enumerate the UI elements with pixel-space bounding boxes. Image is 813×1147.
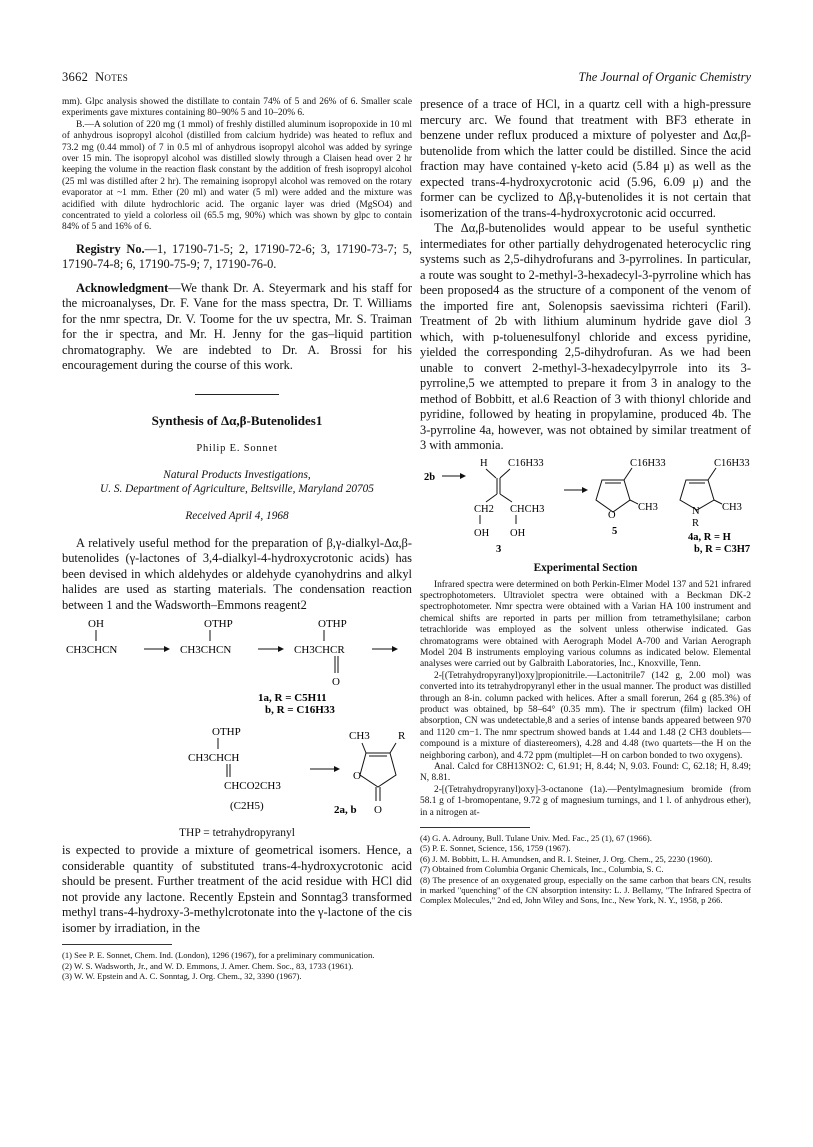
label-2ab: 2a, b: [334, 804, 357, 817]
label-4b: b, R = C3H7: [694, 543, 751, 554]
s2-right-bond: [500, 494, 512, 502]
affiliation-line-2: U. S. Department of Agriculture, Beltsville, Maryland 20705: [100, 482, 374, 495]
s4-sub1: CHCO2CH3: [224, 780, 281, 793]
experimental-paragraph-3: Anal. Calcd for C8H13NO2: C, 61.91; H, 8.44; N, 9.03. Found: C, 62.18; H, 8.49; N, 8.81.: [420, 762, 751, 784]
s2-c16-bond: [500, 469, 510, 478]
reaction-scheme-1: [62, 613, 412, 839]
s2-left-bond: [486, 494, 497, 502]
article-affiliation: [62, 468, 412, 496]
s2-arrow-1-head: [460, 473, 466, 479]
s4-othp: OTHP: [212, 726, 241, 739]
s2-h-bond: [486, 469, 496, 478]
s5-r-bond: [390, 743, 396, 753]
furan-ch3: CH3: [638, 501, 658, 513]
furan-ring: [596, 480, 630, 512]
s4-sub2: (C2H5): [230, 800, 264, 813]
s2-start: 2b: [424, 471, 436, 483]
s2-main: CH3CHCN: [180, 644, 232, 657]
registry-numbers: [62, 242, 412, 273]
s5-ring-o: O: [353, 770, 361, 783]
furan-c16: C16H33: [630, 457, 666, 469]
s1-main: CH3CHCN: [66, 644, 118, 657]
received-date: Received April 4, 1968: [185, 509, 289, 522]
label-5: 5: [612, 525, 618, 537]
footnote-1: (1) See P. E. Sonnet, Chem. Ind. (London), 1296 (1967), for a preliminary communication.: [62, 950, 375, 961]
reaction-scheme-2: [420, 454, 751, 554]
s2-ch2: CH2: [474, 503, 494, 515]
experimental-paragraph-4: 2-[(Tetrahydropyranyl)oxy]-3-octanone (1a).—Pentylmagnesium bromide (from 58.1 g of 1-bromopentane, 9.72 g of magnesium turnings, and 1 l. of anhydrous ether), in a nitrogen at-: [420, 784, 751, 818]
s5-r: R: [398, 730, 406, 743]
section-divider: [195, 394, 279, 395]
s2-oh1: OH: [474, 527, 490, 539]
arrow-1-head: [164, 646, 170, 652]
right-paragraph-1: presence of a trace of HCl, in a quartz cell with a high-pressure mercury arc. We found that treatment with BF3 etherate in benzene under reflux produced a mixture of polyester and Δα,β-butenolide from which the latter could be distilled. Since the acid fraction may have contained γ-keto acid (5.84 μ) as well as the expected trans-4-hydroxycrotonic acid (5.96, 6.09 μ) and the former can be cyclized to Δβ,γ-butenolides it is not certain that isomerization of the trans-4-hydroxycrotonic acid occurred.: [420, 97, 751, 220]
s1-oh: OH: [88, 618, 104, 631]
footnote-rule-right: [420, 827, 530, 828]
ack-text: —We thank Dr. A. Steyermark and his staff for the microanalyses, Dr. F. Vane for the mass spectra, Dr. T. Williams for the nmr spectra, Dr. V. Toome for the uv spectra, Mr. S. Traiman for the ir spectra, and Mr. H. Jenny for the gas–liquid partition chromatography. We are indebted to Dr. A. Brossi for his encouragement during the course of this work.: [62, 280, 412, 373]
page-number: 3662: [62, 70, 89, 84]
footnote-8: (8) The presence of an oxygenated group, especially on the same carbon that bears CN, results in marked "quenching" of the CN absorption intensity: L. J. Bellamy, "The Infrared Spectra of Complex Molecules," 2nd ed, John Wiley and Sons, Inc., New York, N. Y., 1958, p 266.: [420, 874, 751, 906]
left-paragraph-3: is expected to provide a mixture of geometrical isomers. Hence, a considerable quantity of substituted trans-4-hydroxycrotonic acid should be present. Further treatment of the acid residue with HCl did not provide any lactone. Recently Epstein and Sonntag3 transformed methyl trans-4-hydroxy-3-methylcrotonate into the γ-lactone of the cis isomer by irradiation, in the: [62, 843, 412, 935]
left-paragraph-1: mm). Glpc analysis showed the distillate to contain 74% of 5 and 26% of 6. Smaller scale experiments gave mixtures containing 80–90% 5 and 10–20% 6.: [62, 97, 412, 119]
s3-main: CH3CHCR: [294, 644, 345, 657]
article-title: Synthesis of Δα,β-Butenolides1: [151, 412, 323, 428]
label-1a: 1a, R = C5H11: [258, 692, 327, 705]
s2-arrow-2-head: [582, 487, 588, 493]
page-number-and-section: [62, 70, 128, 85]
scheme-1-svg: [62, 613, 412, 825]
footnote-4: (4) G. A. Adrouny, Bull. Tulane Univ. Med. Fac., 25 (1), 67 (1966).: [420, 833, 652, 844]
furan-ch3-bond: [630, 500, 638, 504]
footnote-rule-left: [62, 944, 172, 945]
s5-ch3-bond: [362, 743, 366, 753]
s3-o: O: [332, 676, 340, 689]
s2-h: H: [480, 457, 488, 469]
label-1b: b, R = C16H33: [265, 704, 335, 717]
furan-c16-bond: [624, 468, 632, 480]
scheme-2-svg: [420, 454, 751, 554]
s5-ch3: CH3: [349, 730, 370, 743]
s2-othp: OTHP: [204, 618, 233, 631]
footnote-3: (3) W. W. Epstein and A. C. Sonntag, J. Org. Chem., 32, 3390 (1967).: [62, 971, 302, 982]
footnote-5: (5) P. E. Sonnet, Science, 156, 1759 (1967).: [420, 843, 571, 854]
s5-co-o: O: [374, 804, 382, 817]
arrow-2-head: [278, 646, 284, 652]
pyrroline-c16-bond: [708, 468, 716, 480]
s2-chch3: CHCH3: [510, 503, 545, 515]
label-4a: 4a, R = H: [688, 531, 731, 543]
registry-label: Registry No.: [76, 241, 145, 256]
s5-ring: [360, 753, 396, 787]
experimental-heading: Experimental Section: [533, 561, 638, 574]
acknowledgment: [62, 281, 412, 374]
footnote-7: (7) Obtained from Columbia Organic Chemicals, Inc., Columbia, S. C.: [420, 864, 664, 875]
s3-othp: OTHP: [318, 618, 347, 631]
footnote-2: (2) W. S. Wadsworth, Jr., and W. D. Emmons, J. Amer. Chem. Soc., 83, 1733 (1961).: [62, 960, 354, 971]
article-author: Philip E. Sonnet: [196, 442, 278, 454]
arrow-4-head: [334, 766, 340, 772]
running-header: [62, 70, 751, 86]
experimental-paragraph-2: 2-[(Tetrahydropyranyl)oxy]propionitrile.—Lactonitrile7 (142 g, 2.00 mol) was converted into its tetrahydropyranyl ether in the usual manner. The product was distilled through an 8-in. column packed with helices. After a small forerun, 264 g (85.3%) of product was obtained, bp 58–64° (0.35 mm). The ir spectrum (film) lacked OH absorption, CN was undetectable,8 and a series of intense bands appeared between 970 and 1120 cm−1. The nmr spectrum showed bands at 1.44 and 1.48 (2 CH3 doublets—compound is a mixture of diastereomers), 4.28 and 4.48 (two quartets—the H on the neighboring carbon), and 4.72 ppm (multiplet—H on carbon bonded to two oxygens).: [420, 670, 751, 761]
right-paragraph-2: The Δα,β-butenolides would appear to be useful synthetic intermediates for other partially dehydrogenated heterocyclic ring systems such as 2,5-dihydrofurans and 3-pyrrolines. In particular, a route was sought to 2-methyl-3-hexadecyl-3-pyrroline which has been proposed4 as the structure of a component of the venom of the imported fire ant, Solenopsis saevissima richteri (Faril). Treatment of 2b with lithium aluminum hydride gave diol 3 which, with p-toluenesulfonyl chloride and excess pyridine, yielded the corresponding 2,5-dihydrofuran. As we had been unable to convert 2-methyl-3-hexadecylpyrrole into its 3-pyrroline,5 we attempted to prepare it from 3 in analogy to the method of Bobbitt, et al.6 Reaction of 3 with thionyl chloride and pyridine, followed by heating in propylamine, produced 4b. The 3-pyrroline 4a, however, was not obtained by similar treatment of 3 with ammonia.: [420, 221, 751, 452]
footnote-6: (6) J. M. Bobbitt, L. H. Amundsen, and R. I. Steiner, J. Org. Chem., 25, 2230 (1960).: [420, 853, 713, 864]
pyrroline-n: N: [692, 505, 700, 517]
ack-label: Acknowledgment: [76, 280, 169, 295]
pyrroline-ch3: CH3: [722, 501, 742, 513]
pyrroline-ch3-bond: [714, 500, 722, 504]
experimental-paragraph-1: Infrared spectra were determined on both Perkin-Elmer Model 137 and 521 infrared spectrophotometers. Ultraviolet spectra were obtained with a Beckman DK-2 spectrophotometer. Nmr spectra were obtained with a Varian HA 100 instrument and chemical shifts are reported in parts per million from tetramethylsilane; carbon tetrachloride was employed as the solvent unless otherwise indicated. Gas chromatograms were obtained with Aerograph Model A-700 and Varian Aerograph Model 204 B instruments employing various columns as indicated below. Elemental analyses were carried out by Galbraith Laboratories, Inc., Knoxville, Tenn.: [420, 579, 751, 670]
intro-paragraph: A relatively useful method for the preparation of β,γ-dialkyl-Δα,β-butenolides (γ-lactones of 3,4-dialkyl-4-hydroxycrotonic acids) has been devised in which aldehydes or aldehyde cyanohydrins and alkyl halides are used as starting materials. The condensation reaction between 1 and the Wadsworth–Emmons reagent2: [62, 535, 412, 612]
s2-oh2: OH: [510, 527, 526, 539]
section-name: Notes: [95, 70, 129, 84]
journal-name: The Journal of Organic Chemistry: [578, 70, 751, 84]
arrow-3-head: [392, 646, 398, 652]
affiliation-line-1: Natural Products Investigations,: [163, 468, 311, 481]
thp-definition: THP = tetrahydropyranyl: [179, 827, 295, 840]
pyrroline-r: R: [692, 517, 700, 529]
left-column: [62, 97, 412, 982]
left-paragraph-2: B.—A solution of 220 mg (1 mmol) of freshly distilled aluminum isopropoxide in 10 ml of anhydrous isopropyl alcohol (distilled from calcium hydride) was heated to reflux and 73.2 mg (0.44 mmol) of 7 in 0.5 ml of anhydrous isopropyl alcohol was added by syringe over 15 min. The isopropyl alcohol was distilled slowly through a Claisen head over 2 hr keeping the volume in the reaction flask constant by the addition of fresh isopropyl alcohol (25 ml was distilled after 2 hr). The remaining isopropyl alcohol was removed on the rotary evaporator at ~1 mm. Ether (20 ml) and water (5 ml) were added and the mixture was acidified with dilute hydrochloric acid. The organic layer was dried (MgSO4) and concentrated to yield a colorless oil (65.5 mg, 90%) which was shown by glpc to contain 84% of 5 and 16% of 6.: [62, 119, 412, 233]
s2-c16: C16H33: [508, 457, 544, 469]
s4-main: CH3CHCH: [188, 752, 240, 765]
label-3: 3: [496, 543, 502, 554]
pyrroline-c16: C16H33: [714, 457, 750, 469]
furan-o: O: [608, 509, 616, 521]
registry-text: —1, 17190-71-5; 2, 17190-72-6; 3, 17190-73-7; 5, 17190-74-8; 6, 17190-75-9; 7, 17190-76-0.: [62, 241, 412, 272]
right-column: [420, 97, 751, 906]
